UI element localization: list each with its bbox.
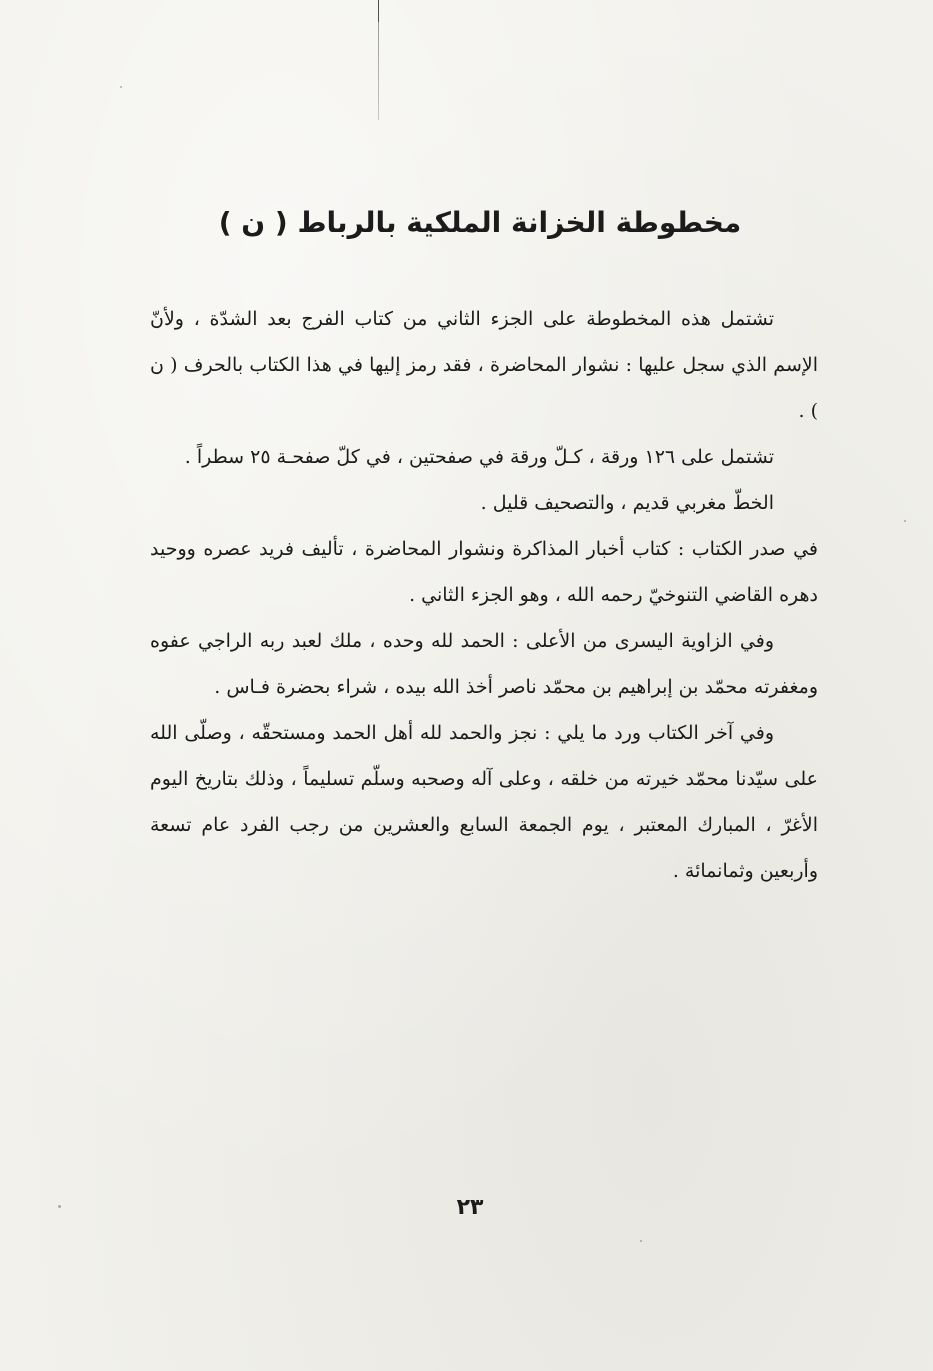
paper-speck [904,520,906,522]
paper-speck [58,1205,61,1208]
page-number: ٢٣ [456,1195,484,1220]
paragraph-colophon: وفي آخر الكتاب ورد ما يلي : نجز والحمد لله أهل الحمد ومستحقّه ، وصلّى الله على سيّدنا محمّد خيرته من خلقه ، وعلى آله وصحبه وسلّم تسليماً ، وذلك بتاريخ اليوم الأغرّ ، المبارك المعتبر ، يوم الجمعة السابع والعشرين من رجب الفرد عام تسعة وأربعين وثمانمائة . [150,722,818,882]
paragraph-book-opening: في صدر الكتاب : كتاب أخبار المذاكرة ونشوار المحاضرة ، تأليف فريد عصره ووحيد دهره القاضي التنوخيّ رحمه الله ، وهو الجزء الثاني . [150,538,818,606]
body-text [150,296,818,894]
paragraph-folio-count: تشتمل على ١٢٦ ورقة ، كـلّ ورقة في صفحتين ، في كلّ صفحـة ٢٥ سطراً . [184,446,774,468]
paper-speck [120,86,122,88]
page-title: مخطوطة الخزانة الملكية بالرباط ( ن ) [218,206,742,239]
paragraph-manuscript-description: تشتمل هذه المخطوطة على الجزء الثاني من كتاب الفرج بعد الشدّة ، ولأنّ الإسم الذي سجل عليها : نشوار المحاضرة ، فقد رمز إليها في هذا الكتاب بالحرف ( ن ) . [150,308,818,422]
paper-speck [640,1240,642,1242]
paragraph-script: الخطّ مغربي قديم ، والتصحيف قليل . [480,492,774,514]
binding-tick [378,0,379,22]
paragraph-ownership-note: وفي الزاوية اليسرى من الأعلى : الحمد لله وحده ، ملك لعبد ربه الراجي عفوه ومغفرته محمّد بن إبراهيم بن محمّد ناصر أخذ الله بيده ، شراء بحضرة فـاس . [150,630,818,698]
